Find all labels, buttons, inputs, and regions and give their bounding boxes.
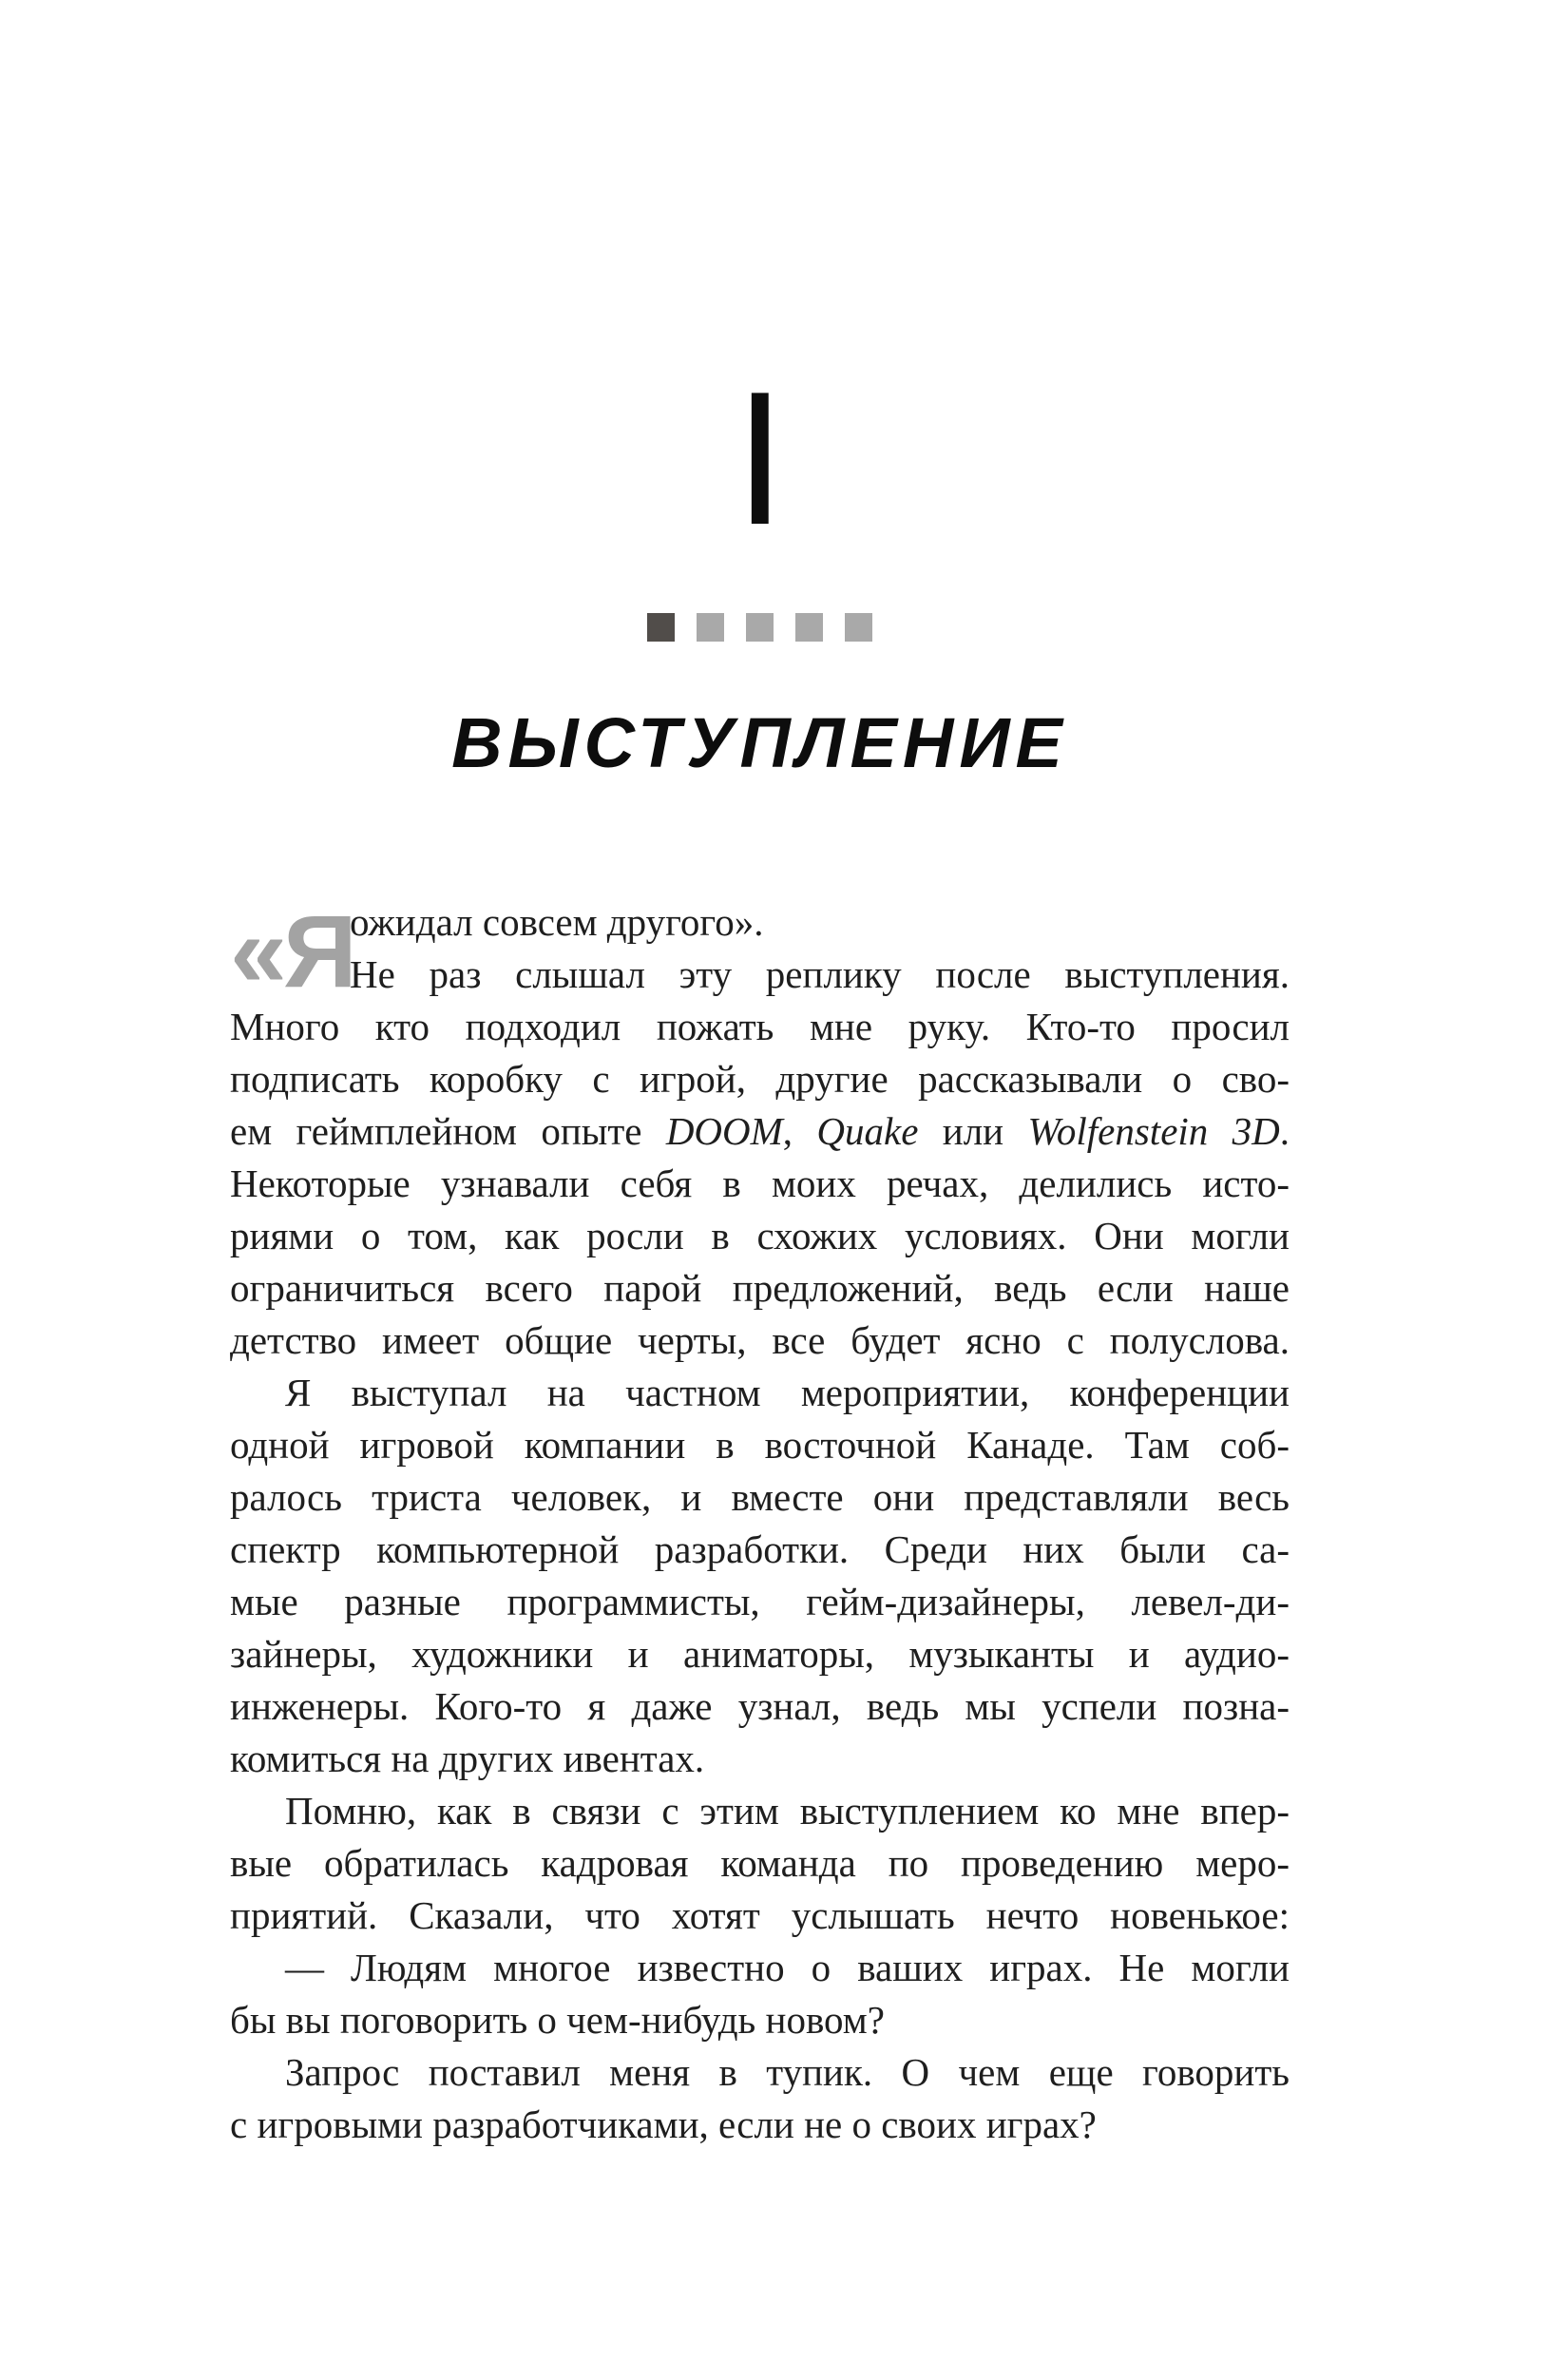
text-line bbox=[230, 1680, 1290, 1733]
text-line bbox=[230, 1524, 1290, 1576]
text-line bbox=[230, 1837, 1290, 1890]
ornament-square bbox=[795, 613, 823, 642]
text-line bbox=[230, 1733, 1290, 1785]
text-segment: ограничиться всего парой предложений, ведь если наше bbox=[230, 1266, 1290, 1310]
body-text bbox=[230, 896, 1290, 2151]
text-line bbox=[230, 1053, 1290, 1105]
text-line bbox=[230, 1210, 1290, 1262]
text-segment: . bbox=[1279, 1109, 1290, 1153]
text-segment: риями о том, как росли в схожих условиях. Они могли bbox=[230, 1214, 1290, 1257]
open-quote-mark: « bbox=[230, 893, 284, 1008]
ornament-square bbox=[647, 613, 675, 642]
text-line bbox=[230, 2099, 1290, 2151]
text-segment: ем геймплейном опыте bbox=[230, 1109, 666, 1153]
text-line bbox=[230, 1890, 1290, 1942]
game-title-italic: Wolfenstein 3D bbox=[1027, 1109, 1280, 1153]
text-line bbox=[230, 896, 1290, 949]
text-line bbox=[230, 2046, 1290, 2099]
text-segment: Много кто подходил пожать мне руку. Кто-то просил bbox=[230, 1005, 1290, 1048]
text-segment: с игровыми разработчиками, если не о своих играх? bbox=[230, 2102, 1097, 2146]
text-segment: ожидал совсем другого». bbox=[350, 900, 764, 944]
text-line bbox=[230, 1158, 1290, 1210]
text-segment: детство имеет общие черты, все будет ясно с полуслова. bbox=[230, 1318, 1290, 1362]
ornament-square bbox=[845, 613, 872, 642]
chapter-number-glyph: I bbox=[743, 353, 776, 565]
text-line bbox=[230, 1576, 1290, 1628]
text-line bbox=[230, 1471, 1290, 1524]
text-segment: , bbox=[782, 1109, 817, 1153]
text-segment: Некоторые узнавали себя в моих речах, делились исто- bbox=[230, 1161, 1290, 1205]
text-segment: вые обратилась кадровая команда по проведению меро- bbox=[230, 1841, 1290, 1885]
text-segment: мые разные программисты, гейм-дизайнеры, левел-ди- bbox=[230, 1580, 1290, 1623]
chapter-number bbox=[230, 353, 1290, 565]
text-line bbox=[230, 1262, 1290, 1315]
chapter-ornament bbox=[230, 613, 1290, 642]
text-line bbox=[230, 1001, 1290, 1053]
text-segment: — Людям многое известно о ваших играх. Не могли bbox=[285, 1946, 1290, 1989]
text-line bbox=[230, 1419, 1290, 1471]
text-segment: ралось триста человек, и вместе они представляли весь bbox=[230, 1475, 1290, 1519]
drop-cap-letter: Я bbox=[283, 893, 354, 1008]
text-segment: Я выступал на частном мероприятии, конференции bbox=[285, 1371, 1290, 1414]
text-line bbox=[230, 1942, 1290, 1994]
text-line bbox=[230, 1367, 1290, 1419]
text-segment: спектр компьютерной разработки. Среди них были са- bbox=[230, 1527, 1290, 1571]
text-segment: инженеры. Кого-то я даже узнал, ведь мы успели позна- bbox=[230, 1684, 1290, 1728]
game-title-italic: Quake bbox=[816, 1109, 919, 1153]
ornament-square bbox=[746, 613, 774, 642]
text-line bbox=[230, 1785, 1290, 1837]
ornament-square bbox=[697, 613, 724, 642]
text-segment: или bbox=[918, 1109, 1028, 1153]
text-line bbox=[230, 1994, 1290, 2046]
text-line bbox=[230, 949, 1290, 1001]
text-segment: подписать коробку с игрой, другие рассказывали о сво- bbox=[230, 1057, 1290, 1101]
text-segment: Не раз слышал эту реплику после выступления. bbox=[350, 952, 1290, 996]
text-segment: зайнеры, художники и аниматоры, музыканты и аудио- bbox=[230, 1632, 1290, 1676]
text-segment: Помню, как в связи с этим выступлением ко мне впер- bbox=[285, 1789, 1290, 1833]
text-segment: бы вы поговорить о чем-нибудь новом? bbox=[230, 1998, 885, 2042]
text-segment: Запрос поставил меня в тупик. О чем еще говорить bbox=[285, 2050, 1290, 2094]
text-segment: приятий. Сказали, что хотят услышать нечто новенькое: bbox=[230, 1893, 1290, 1937]
text-line bbox=[230, 1628, 1290, 1680]
text-line bbox=[230, 1105, 1290, 1158]
text-segment: одной игровой компании в восточной Канаде. Там соб- bbox=[230, 1423, 1290, 1467]
text-segment: комиться на других ивентах. bbox=[230, 1737, 705, 1780]
game-title-italic: DOOM bbox=[665, 1109, 783, 1153]
chapter-title: ВЫСТУПЛЕНИЕ bbox=[451, 703, 1068, 782]
text-line bbox=[230, 1315, 1290, 1367]
